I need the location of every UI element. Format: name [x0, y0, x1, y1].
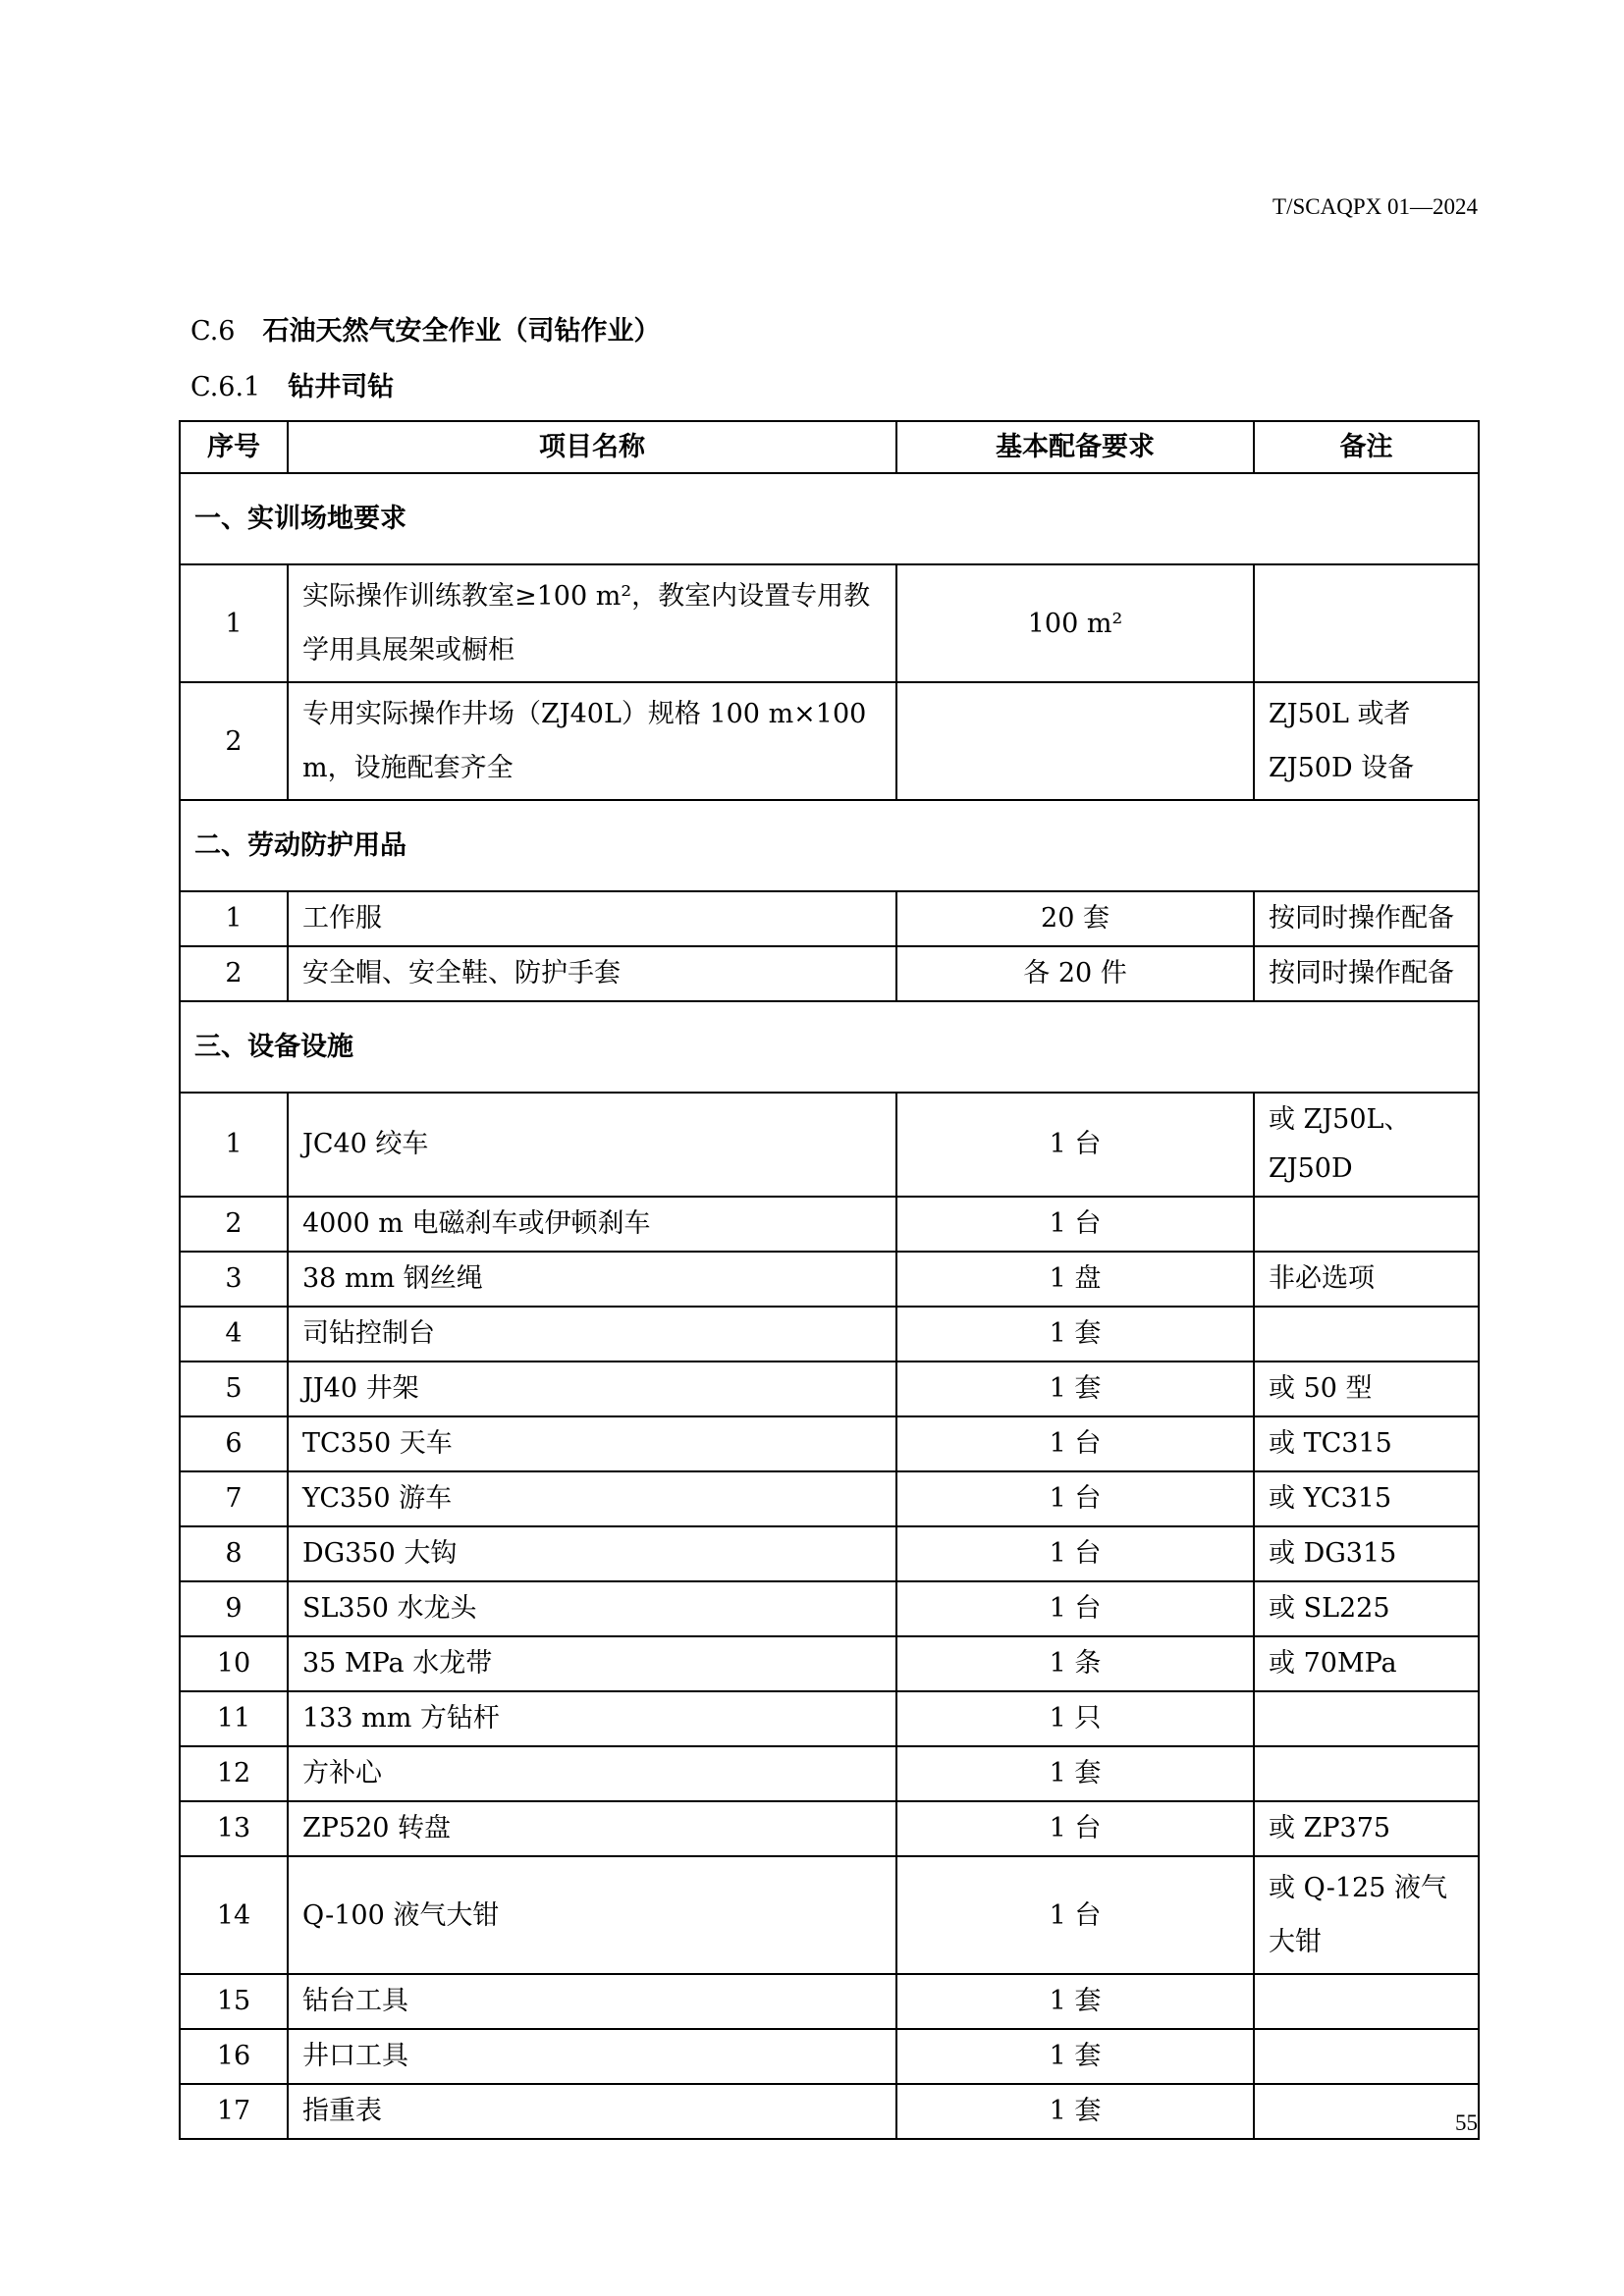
table-row	[180, 1416, 1479, 1471]
cell-note: 按同时操作配备	[1254, 946, 1479, 1001]
cell-note: 按同时操作配备	[1254, 891, 1479, 946]
table-row	[180, 1362, 1479, 1416]
subsection-number: C.6.1	[190, 372, 261, 402]
cell-item-name: 35 MPa 水龙带	[288, 1636, 896, 1691]
cell-requirement: 1 套	[896, 2029, 1254, 2084]
table-row	[180, 1636, 1479, 1691]
cell-requirement: 1 条	[896, 1636, 1254, 1691]
cell-number: 10	[180, 1636, 288, 1691]
cell-note	[1254, 564, 1479, 682]
table-row	[180, 891, 1479, 946]
table-row	[180, 2029, 1479, 2084]
section-title-cell: 一、实训场地要求	[180, 473, 1479, 564]
section-heading	[190, 309, 660, 347]
table-row	[180, 1801, 1479, 1856]
cell-requirement: 1 套	[896, 1362, 1254, 1416]
table-row	[180, 682, 1479, 800]
cell-note: 或 50 型	[1254, 1362, 1479, 1416]
cell-note: 或 Q-125 液气大钳	[1254, 1856, 1479, 1974]
cell-note: 或 TC315	[1254, 1416, 1479, 1471]
cell-number: 13	[180, 1801, 288, 1856]
table-row	[180, 564, 1479, 682]
cell-requirement: 1 台	[896, 1526, 1254, 1581]
subsection-heading	[190, 365, 394, 403]
column-header-note: 备注	[1254, 421, 1479, 473]
cell-number: 6	[180, 1416, 288, 1471]
cell-number: 2	[180, 1197, 288, 1252]
cell-note: 或 ZP375	[1254, 1801, 1479, 1856]
cell-requirement: 100 m²	[896, 564, 1254, 682]
cell-number: 9	[180, 1581, 288, 1636]
cell-number: 5	[180, 1362, 288, 1416]
table-row	[180, 1307, 1479, 1362]
cell-requirement: 20 套	[896, 891, 1254, 946]
cell-note	[1254, 1974, 1479, 2029]
table-body	[180, 473, 1479, 2139]
cell-requirement: 1 台	[896, 1197, 1254, 1252]
cell-item-name: Q-100 液气大钳	[288, 1856, 896, 1974]
cell-note	[1254, 1307, 1479, 1362]
cell-number: 1	[180, 1093, 288, 1197]
cell-number: 2	[180, 946, 288, 1001]
cell-item-name: 指重表	[288, 2084, 896, 2139]
table-row	[180, 1252, 1479, 1307]
cell-note: 或 DG315	[1254, 1526, 1479, 1581]
cell-requirement	[896, 682, 1254, 800]
page-number: 55	[1455, 2110, 1478, 2135]
section-title: 石油天然气安全作业（司钻作业）	[262, 316, 661, 347]
section-number: C.6	[190, 316, 236, 347]
cell-item-name: 38 mm 钢丝绳	[288, 1252, 896, 1307]
cell-number: 2	[180, 682, 288, 800]
table-header-row	[180, 421, 1479, 473]
cell-note	[1254, 1691, 1479, 1746]
cell-requirement: 1 套	[896, 1746, 1254, 1801]
cell-number: 16	[180, 2029, 288, 2084]
cell-note: 或 SL225	[1254, 1581, 1479, 1636]
cell-item-name: 司钻控制台	[288, 1307, 896, 1362]
cell-number: 12	[180, 1746, 288, 1801]
cell-item-name: 井口工具	[288, 2029, 896, 2084]
cell-number: 4	[180, 1307, 288, 1362]
section-title-cell: 二、劳动防护用品	[180, 800, 1479, 891]
table-row	[180, 1093, 1479, 1197]
cell-number: 1	[180, 891, 288, 946]
cell-requirement: 1 套	[896, 1974, 1254, 2029]
cell-number: 8	[180, 1526, 288, 1581]
cell-note: 或 ZJ50L、ZJ50D	[1254, 1093, 1479, 1197]
table-row	[180, 2084, 1479, 2139]
cell-item-name: YC350 游车	[288, 1471, 896, 1526]
table-row	[180, 1471, 1479, 1526]
cell-requirement: 1 套	[896, 1307, 1254, 1362]
cell-note: 或 70MPa	[1254, 1636, 1479, 1691]
cell-number: 15	[180, 1974, 288, 2029]
cell-number: 17	[180, 2084, 288, 2139]
cell-note	[1254, 1197, 1479, 1252]
cell-item-name: ZP520 转盘	[288, 1801, 896, 1856]
column-header-name: 项目名称	[288, 421, 896, 473]
cell-note: ZJ50L 或者 ZJ50D 设备	[1254, 682, 1479, 800]
cell-item-name: 工作服	[288, 891, 896, 946]
cell-number: 1	[180, 564, 288, 682]
table-row	[180, 1197, 1479, 1252]
cell-note: 或 YC315	[1254, 1471, 1479, 1526]
cell-item-name: 安全帽、安全鞋、防护手套	[288, 946, 896, 1001]
cell-number: 3	[180, 1252, 288, 1307]
cell-item-name: 专用实际操作井场（ZJ40L）规格 100 m×100 m，设施配套齐全	[288, 682, 896, 800]
cell-requirement: 1 台	[896, 1801, 1254, 1856]
cell-requirement: 1 台	[896, 1093, 1254, 1197]
cell-requirement: 1 台	[896, 1471, 1254, 1526]
cell-item-name: 133 mm 方钻杆	[288, 1691, 896, 1746]
section-row	[180, 473, 1479, 564]
cell-requirement: 1 套	[896, 2084, 1254, 2139]
column-header-no: 序号	[180, 421, 288, 473]
equipment-requirements-table	[179, 420, 1480, 2140]
table-row	[180, 1581, 1479, 1636]
cell-item-name: JJ40 井架	[288, 1362, 896, 1416]
section-row	[180, 1001, 1479, 1093]
table-row	[180, 1691, 1479, 1746]
cell-requirement: 1 台	[896, 1581, 1254, 1636]
cell-item-name: TC350 天车	[288, 1416, 896, 1471]
cell-requirement: 各 20 件	[896, 946, 1254, 1001]
document-code: T/SCAQPX 01—2024	[1272, 194, 1478, 219]
table-row	[180, 1856, 1479, 1974]
cell-item-name: SL350 水龙头	[288, 1581, 896, 1636]
cell-number: 11	[180, 1691, 288, 1746]
cell-item-name: 实际操作训练教室≥100 m²，教室内设置专用教学用具展架或橱柜	[288, 564, 896, 682]
table-row	[180, 1746, 1479, 1801]
cell-note	[1254, 2029, 1479, 2084]
section-title-cell: 三、设备设施	[180, 1001, 1479, 1093]
cell-item-name: DG350 大钩	[288, 1526, 896, 1581]
cell-requirement: 1 台	[896, 1416, 1254, 1471]
cell-item-name: JC40 绞车	[288, 1093, 896, 1197]
subsection-title: 钻井司钻	[288, 372, 395, 402]
section-row	[180, 800, 1479, 891]
cell-number: 7	[180, 1471, 288, 1526]
table-row	[180, 946, 1479, 1001]
table-row	[180, 1526, 1479, 1581]
cell-item-name: 方补心	[288, 1746, 896, 1801]
table-row	[180, 1974, 1479, 2029]
cell-item-name: 钻台工具	[288, 1974, 896, 2029]
cell-requirement: 1 盘	[896, 1252, 1254, 1307]
cell-requirement: 1 只	[896, 1691, 1254, 1746]
cell-number: 14	[180, 1856, 288, 1974]
cell-note: 非必选项	[1254, 1252, 1479, 1307]
cell-item-name: 4000 m 电磁刹车或伊顿刹车	[288, 1197, 896, 1252]
column-header-requirement: 基本配备要求	[896, 421, 1254, 473]
cell-requirement: 1 台	[896, 1856, 1254, 1974]
cell-note	[1254, 1746, 1479, 1801]
